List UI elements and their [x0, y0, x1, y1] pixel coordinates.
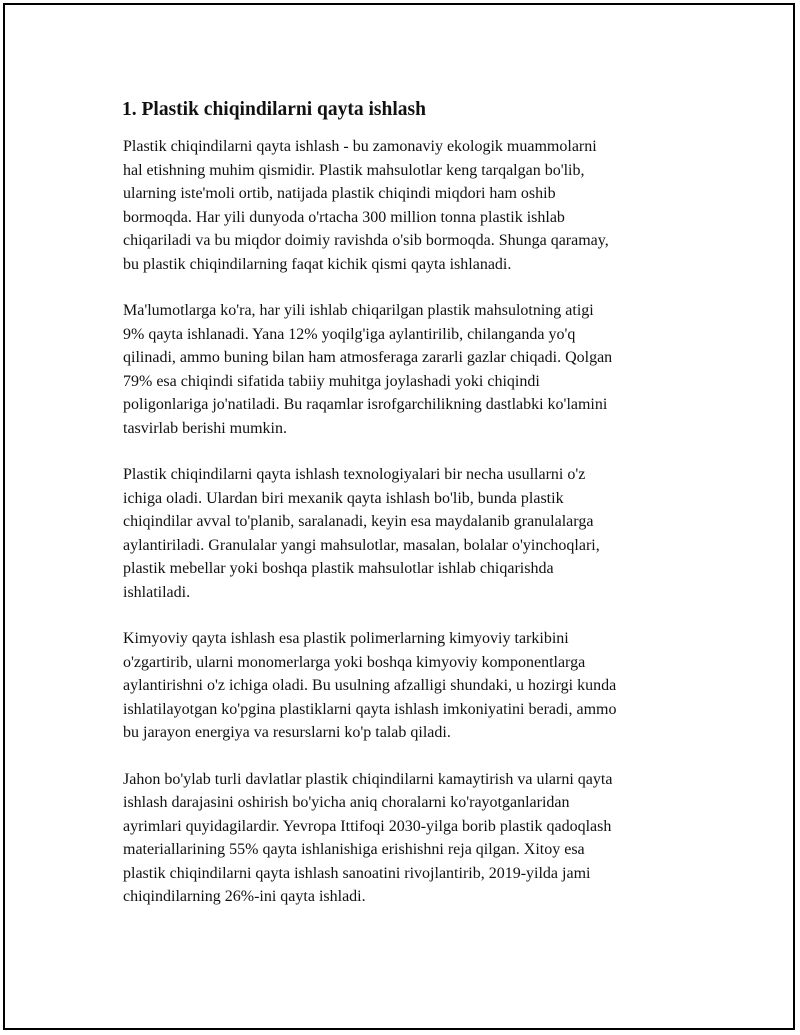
paragraph-line: ishlash darajasini oshirish bo'yicha aniq choralarni ko'rayotganlaridan — [123, 794, 570, 811]
body-paragraph — [123, 299, 700, 440]
paragraph-line: bu jarayon energiya va resurslarni ko'p talab qiladi. — [123, 724, 451, 741]
paragraph-line: chiqindilarning 26%-ini qayta ishladi. — [123, 888, 366, 905]
paragraph-line: aylantiriladi. Granulalar yangi mahsulotlar, masalan, bolalar o'yinchoqlari, — [123, 536, 600, 554]
paragraph-line: bu plastik chiqindilarning faqat kichik qismi qayta ishlanadi. — [123, 255, 512, 273]
paragraph-line: ichiga oladi. Ulardan biri mexanik qayta ishlash bo'lib, bunda plastik — [123, 489, 564, 507]
paragraph-line: materiallarining 55% qayta ishlanishiga erishishni reja qilgan. Xitoy esa — [123, 841, 585, 858]
paragraph-line: plastik chiqindilarni qayta ishlash sanoatini rivojlantirib, 2019-yilda jami — [123, 864, 591, 882]
paragraph-line: poligonlariga jo'natiladi. Bu raqamlar isrofgarchilikning dastlabki ko'lamini — [123, 396, 608, 413]
paragraphs-container — [120, 135, 700, 909]
paragraph-line: Jahon bo'ylab turli davlatlar plastik chiqindilarni kamaytirish va ularni qayta — [123, 770, 613, 788]
paragraph-line: ishlatiladi. — [123, 583, 191, 601]
paragraph-line: plastik mebellar yoki boshqa plastik mahsulotlar ishlab chiqarishda — [123, 560, 554, 577]
document-content — [120, 97, 700, 932]
paragraph-line: chiqariladi va bu miqdor doimiy ravishda o'sib bormoqda. Shunga qaramay, — [123, 232, 609, 249]
paragraph-line: ishlatilayotgan ko'pgina plastiklarni qayta ishlash imkoniyatini beradi, ammo — [123, 700, 617, 718]
paragraph-line: Plastik chiqindilarni qayta ishlash - bu zamonaviy ekologik muammolarni — [123, 138, 597, 155]
body-paragraph — [123, 627, 700, 745]
paragraph-line: qilinadi, ammo buning bilan ham atmosferaga zararli gazlar chiqadi. Qolgan — [123, 349, 613, 366]
body-paragraph — [123, 463, 700, 604]
paragraph-line: tasvirlab berishi mumkin. — [123, 419, 287, 437]
section-heading: 1. Plastik chiqindilarni qayta ishlash — [122, 99, 426, 120]
paragraph-line: bormoqda. Har yili dunyoda o'rtacha 300 million tonna plastik ishlab — [123, 208, 565, 226]
page-frame — [3, 3, 795, 1030]
body-paragraph — [123, 135, 700, 276]
paragraph-line: aylantirishni o'z ichiga oladi. Bu usulning afzalligi shundaki, u hozirgi kunda — [123, 677, 617, 694]
paragraph-line: ayrimlari quyidagilardir. Yevropa Ittifoqi 2030-yilga borib plastik qadoqlash — [123, 817, 612, 835]
paragraph-line: chiqindilar avval to'planib, saralanadi, keyin esa maydalanib granulalarga — [123, 513, 594, 530]
paragraph-line: Kimyoviy qayta ishlash esa plastik polimerlarning kimyoviy tarkibini — [123, 630, 569, 647]
paragraph-line: o'zgartirib, ularni monomerlarga yoki boshqa kimyoviy komponentlarga — [123, 653, 586, 671]
paragraph-line: hal etishning muhim qismidir. Plastik mahsulotlar keng tarqalgan bo'lib, — [123, 161, 585, 179]
paragraph-line: Ma'lumotlarga ko'ra, har yili ishlab chiqarilgan plastik mahsulotning atigi — [123, 302, 594, 319]
paragraph-line: 79% esa chiqindi sifatida tabiiy muhitga joylashadi yoki chiqindi — [123, 372, 540, 390]
body-paragraph — [123, 768, 700, 909]
paragraph-line: 9% qayta ishlanadi. Yana 12% yoqilg'iga aylantirilib, chilanganda yo'q — [123, 325, 576, 343]
paragraph-line: Plastik chiqindilarni qayta ishlash texnologiyalari bir necha usullarni o'z — [123, 466, 586, 483]
paragraph-line: ularning iste'moli ortib, natijada plastik chiqindi miqdori ham oshib — [123, 185, 556, 202]
